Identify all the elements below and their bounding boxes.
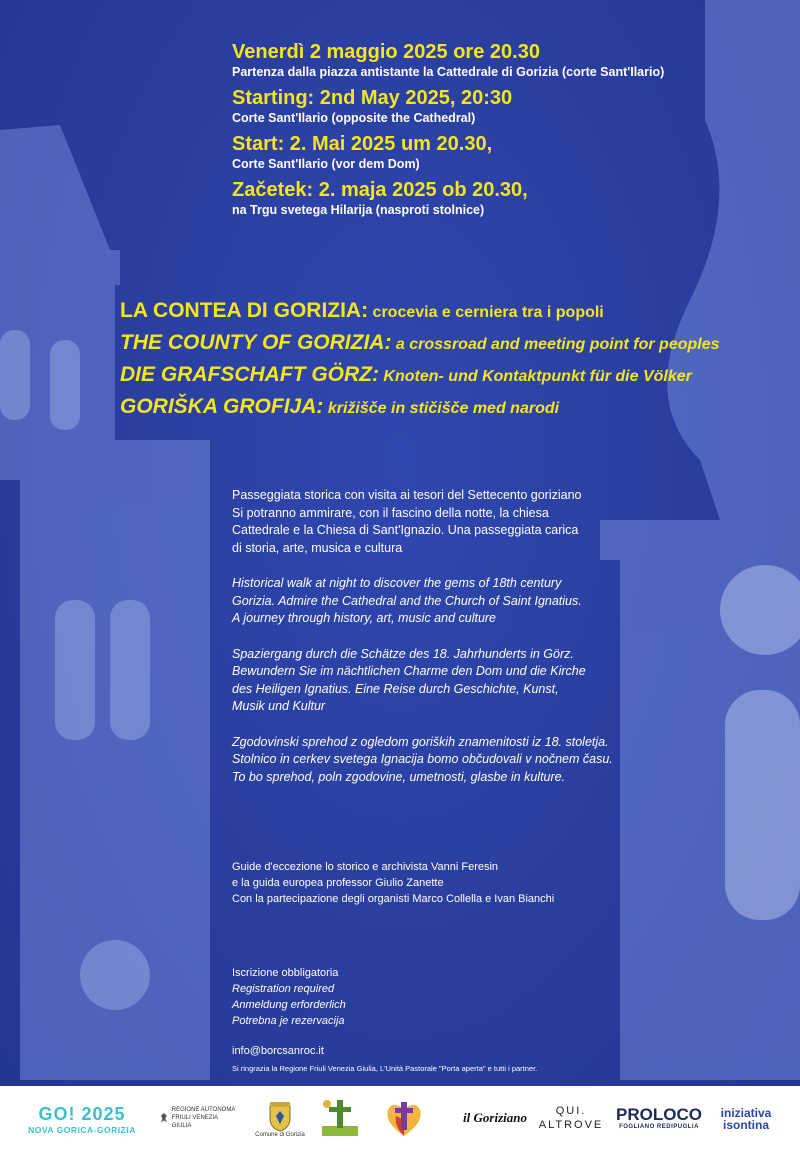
title-german-main: DIE GRAFSCHAFT GÖRZ: — [120, 363, 379, 386]
regione-label: REGIONE AUTONOMA FRIULI VENEZIA GIULIA — [171, 1107, 235, 1129]
desc-sl-line: Zgodovinski sprehod z ogledom goriških znamenitosti iz 18. stoletja. — [232, 734, 609, 749]
title-english-main: THE COUNTY OF GORIZIA: — [120, 331, 392, 354]
proloco-logo — [618, 1100, 700, 1136]
title-italian-rest: crocevia e cerniera tra i popoli — [368, 304, 604, 321]
place-slovenian: na Trgu svetega Hilarija (nasproti stolnice) — [232, 203, 485, 217]
altrove-label: ALTROVE — [538, 1119, 604, 1131]
go2025-logo — [28, 1100, 136, 1140]
description-slovenian — [232, 734, 632, 787]
date-english: Starting: 2nd May 2025, 20:30 — [232, 87, 513, 109]
title-english-rest: a crossroad and meeting point for peoples — [391, 336, 720, 353]
registration-slovenian: Potrebna je rezervacija — [232, 1015, 345, 1027]
title-english — [120, 328, 790, 360]
acknowledgement: Si ringrazia la Regione Friuli Venezia Giulia, L'Unità Pastorale "Porta aperta" e tutti i partner. — [232, 1064, 538, 1073]
coat-of-arms-icon — [267, 1102, 293, 1132]
place-english: Corte Sant'Ilario (opposite the Cathedral) — [232, 111, 476, 125]
guide-line: e la guida europea professor Giulio Zanette — [232, 877, 444, 889]
date-german: Start: 2. Mai 2025 um 20.30, — [232, 133, 493, 155]
guide-line: Con la partecipazione degli organisti Marco Collella e Ivan Bianchi — [232, 893, 555, 905]
iniziativa-isontina-logo — [706, 1104, 786, 1134]
iniziativa-label: iniziativa — [720, 1106, 772, 1120]
proloco-label: PROLOCO — [616, 1105, 702, 1124]
place-italian: Partenza dalla piazza antistante la Cattedrale di Gorizia (corte Sant'Ilario) — [232, 65, 665, 79]
date-slovenian: Začetek: 2. maja 2025 ob 20.30, — [232, 179, 528, 201]
desc-it-line: Si potranno ammirare, con il fascino della notte, la chiesa — [232, 505, 549, 520]
event-descriptions — [232, 487, 632, 804]
title-german-rest: Knoten- und Kontaktpunkt für die Völker — [378, 368, 692, 385]
comune-gorizia-logo — [250, 1096, 310, 1144]
desc-it-line: Cattedrale e la Chiesa di Sant'Ignazio. Una passeggiata carica — [232, 523, 579, 537]
registration-info — [232, 965, 532, 1059]
registration-german: Anmeldung erforderlich — [232, 999, 346, 1011]
desc-de-line: des Heiligen Ignatius. Eine Reise durch Geschichte, Kunst, — [232, 681, 559, 696]
place-german: Corte Sant'Ilario (vor dem Dom) — [232, 157, 420, 171]
event-titles — [120, 296, 790, 424]
partner-logos-footer — [0, 1086, 800, 1152]
event-dates — [232, 40, 792, 224]
cross-figure-icon — [318, 1096, 362, 1140]
desc-it-line: Passeggiata storica con visita ai tesori del Settecento goriziano — [232, 488, 582, 502]
title-italian-main: LA CONTEA DI GORIZIA: — [120, 299, 369, 322]
heart-cross-icon — [382, 1096, 426, 1140]
title-german — [120, 360, 790, 392]
desc-sl-line: Stolnico in cerkev svetega Ignacija bomo občudovali v nočnem času. — [232, 752, 613, 766]
desc-en-line: Historical walk at night to discover the gems of 18th century — [232, 576, 562, 590]
isontina-label: isontina — [722, 1118, 769, 1132]
desc-it-line: di storia, arte, musica e cultura — [232, 540, 403, 555]
title-italian — [120, 296, 790, 328]
regione-fvg-logo — [160, 1098, 236, 1138]
contact-email[interactable]: info@borcsanroc.it — [232, 1045, 324, 1057]
registration-italian: Iscrizione obbligatoria — [232, 967, 339, 979]
go2025-subtitle: NOVA GORICA-GORIZIA — [28, 1125, 136, 1135]
date-italian: Venerdì 2 maggio 2025 ore 20.30 — [232, 41, 540, 63]
desc-de-line: Bewundern Sie im nächtlichen Charme den Dom und die Kirche — [232, 664, 586, 678]
title-slovenian-main: GORIŠKA GROFIJA: — [120, 395, 324, 418]
qui-label: QUI. — [555, 1105, 587, 1117]
il-goriziano-logo: il Goriziano — [463, 1110, 527, 1125]
title-slovenian-rest: križišče in stičišče med narodi — [323, 400, 560, 417]
partner-logo-pastoral — [382, 1096, 426, 1140]
partner-logo-green — [318, 1096, 362, 1140]
desc-en-line: Gorizia. Admire the Cathedral and the Church of Saint Ignatius. — [232, 593, 582, 608]
proloco-sub-label: FOGLIANO REDIPUGLIA — [619, 1124, 699, 1130]
comune-label: Comune di Gorizia — [255, 1132, 305, 1138]
title-slovenian — [120, 392, 790, 424]
guide-line: Guide d'eccezione lo storico e archivista Vanni Feresin — [232, 861, 499, 873]
eagle-icon — [160, 1107, 168, 1129]
qui-altrove-logo — [538, 1100, 604, 1136]
desc-de-line: Musik und Kultur — [232, 699, 326, 713]
desc-sl-line: To bo sprehod, poln zgodovine, umetnosti, glasbe in kulture. — [232, 769, 566, 784]
description-german — [232, 646, 632, 716]
description-italian — [232, 487, 632, 557]
desc-en-line: A journey through history, art, music and culture — [232, 611, 497, 625]
registration-english: Registration required — [232, 983, 335, 995]
description-english — [232, 575, 632, 628]
go2025-title: GO! 2025 — [38, 1104, 126, 1124]
desc-de-line: Spaziergang durch die Schätze des 18. Jahrhunderts in Görz. — [232, 646, 574, 661]
guides-credits — [232, 859, 652, 907]
